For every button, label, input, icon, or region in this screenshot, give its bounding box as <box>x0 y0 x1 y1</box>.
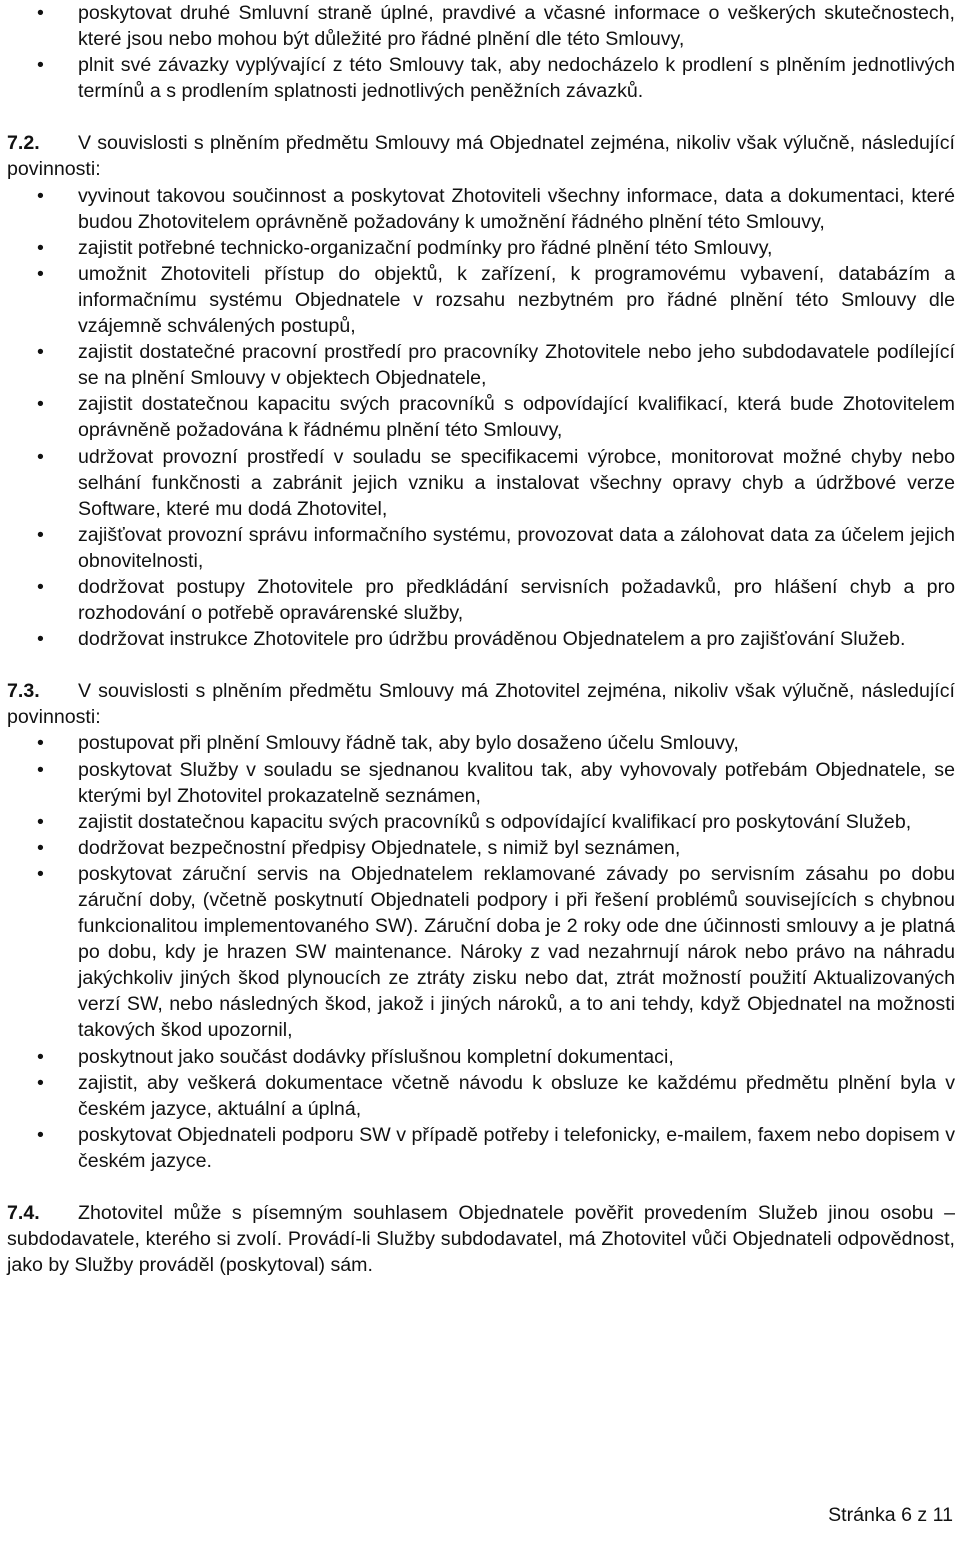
list-item: • vyvinout takovou součinnost a poskytovat Zhotoviteli všechny informace, data a dokumentaci, které budou Zhotovitelem oprávněně požadovány k umožnění řádného plnění této Smlouvy, <box>7 183 955 235</box>
list-item: • umožnit Zhotoviteli přístup do objektů, k zařízení, k programovému vybavení, databázím a informačnímu systému Objednatele v rozsahu nezbytném pro řádné plnění této Smlouvy dle vzájemně schválených postupů, <box>7 261 955 339</box>
section-7-4-text <box>7 1200 955 1278</box>
section-intro-text: V souvislosti s plněním předmětu Smlouvy má Objednatel zejména, nikoliv však výlučně, následující povinnosti: <box>7 132 955 181</box>
list-item: • poskytovat druhé Smluvní straně úplné, pravdivé a včasné informace o veškerých skutečnostech, které jsou nebo mohou být důležité pro řádné plnění dle této Smlouvy, <box>7 0 955 52</box>
list-item: • udržovat provozní prostředí v souladu se specifikacemi výrobce, monitorovat možné chyby nebo selhání funkčnosti a zabránit jejich vzniku a instalovat všechny opravy chyb a údržbové verze Software, které mu dodá Zhotovitel, <box>7 444 955 522</box>
document-page <box>7 0 955 1278</box>
section-7-2 <box>7 130 955 652</box>
list-item: • zajistit potřebné technicko-organizační podmínky pro řádné plnění této Smlouvy, <box>7 235 955 261</box>
list-item: • zajistit dostatečnou kapacitu svých pracovníků s odpovídající kvalifikací pro poskytování Služeb, <box>7 809 955 835</box>
intro-bullet-list <box>7 0 955 104</box>
list-item: • zajistit dostatečnou kapacitu svých pracovníků s odpovídající kvalifikací, která bude Zhotovitelem oprávněně požadována k řádnému plnění této Smlouvy, <box>7 391 955 443</box>
list-item: • dodržovat postupy Zhotovitele pro předkládání servisních požadavků, pro hlášení chyb a pro rozhodování o potřebě opravárenské služby, <box>7 574 955 626</box>
section-7-3-intro <box>7 678 955 730</box>
list-item: • zajišťovat provozní správu informačního systému, provozovat data a zálohovat data za účelem jejich obnovitelnosti, <box>7 522 955 574</box>
list-item: • postupovat při plnění Smlouvy řádně tak, aby bylo dosaženo účelu Smlouvy, <box>7 730 955 756</box>
section-7-4 <box>7 1200 955 1278</box>
section-7-2-bullet-list <box>7 183 955 653</box>
list-item: • poskytovat záruční servis na Objednatelem reklamované závady po servisním zásahu po dobu záruční doby, (včetně poskytnutí Objednateli podpory i při řešení problémů souvisejících s chybnou funkcionalitou implementovaného SW). Záruční doba je 2 roky ode dne účinnosti smlouvy a je platná po dobu, kdy je hrazen SW maintenance. Nároky z vad nezahrnují nárok nebo právo na náhradu jakýchkoliv jiných škod plynoucích ze ztráty zisku nebo dat, ztrát možností použití Aktualizovaných verzí SW, nebo následných škod, jakož i jiných nároků, a to ani tehdy, když Objednatel na možnosti takových škod upozornil, <box>7 861 955 1044</box>
section-7-3 <box>7 678 955 1174</box>
list-item: • plnit své závazky vyplývající z této Smlouvy tak, aby nedocházelo k prodlení s plněním jednotlivých termínů a s prodlením splatnosti jednotlivých peněžních závazků. <box>7 52 955 104</box>
section-number: 7.4. <box>7 1202 40 1225</box>
page-number-footer: Stránka 6 z 11 <box>828 1504 953 1526</box>
list-item: • zajistit dostatečné pracovní prostředí pro pracovníky Zhotovitele nebo jeho subdodavatele podílející se na plnění Smlouvy v objektech Objednatele, <box>7 339 955 391</box>
section-intro-text: V souvislosti s plněním předmětu Smlouvy má Zhotovitel zejména, nikoliv však výlučně, následující povinnosti: <box>7 680 955 729</box>
list-item: • poskytovat Objednateli podporu SW v případě potřeby i telefonicky, e-mailem, faxem nebo dopisem v českém jazyce. <box>7 1122 955 1174</box>
list-item: • dodržovat instrukce Zhotovitele pro údržbu prováděnou Objednatelem a pro zajišťování Služeb. <box>7 626 955 652</box>
list-item: • poskytovat Služby v souladu se sjednanou kvalitou tak, aby vyhovovaly potřebám Objednatele, se kterými byl Zhotovitel prokazatelně seznámen, <box>7 757 955 809</box>
section-body-text: Zhotovitel může s písemným souhlasem Objednatele pověřit provedením Služeb jinou osobu – subdodavatele, kterého si zvolí. Provádí-li Služby subdodavatel, má Zhotovitel vůči Objednateli odpovědnost, jako by Služby prováděl (poskytoval) sám. <box>7 1202 955 1277</box>
list-item: • zajistit, aby veškerá dokumentace včetně návodu k obsluze ke každému předmětu plnění byla v českém jazyce, aktuální a úplná, <box>7 1070 955 1122</box>
section-number: 7.3. <box>7 680 40 703</box>
list-item: • dodržovat bezpečnostní předpisy Objednatele, s nimiž byl seznámen, <box>7 835 955 861</box>
section-7-2-intro <box>7 130 955 182</box>
section-number: 7.2. <box>7 132 40 155</box>
section-7-3-bullet-list <box>7 730 955 1174</box>
list-item: • poskytnout jako součást dodávky příslušnou kompletní dokumentaci, <box>7 1044 955 1070</box>
